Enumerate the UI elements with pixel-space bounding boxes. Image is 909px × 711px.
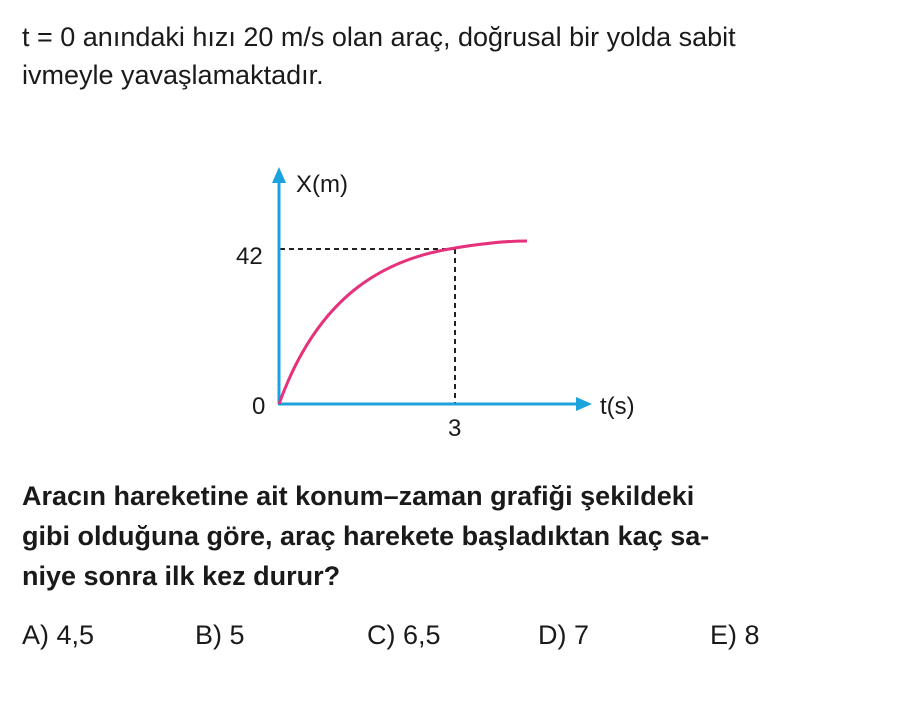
question-line-2: gibi olduğuna göre, araç harekete başladıktan kaç sa- [22, 521, 710, 551]
intro-line-2: ivmeyle yavaşlamaktadır. [22, 60, 324, 90]
choice-d[interactable]: D) 7 [538, 620, 590, 650]
choice-a[interactable]: A) 4,5 [22, 620, 95, 650]
question-line-3: niye sonra ilk kez durur? [22, 561, 341, 591]
x-axis-label: t(s) [600, 393, 635, 420]
choice-b[interactable]: B) 5 [195, 620, 245, 650]
answer-choices [0, 620, 909, 664]
question-text [22, 476, 892, 596]
y-tick-label: 42 [236, 243, 263, 270]
origin-label: 0 [252, 393, 266, 420]
y-axis-label: X(m) [296, 171, 348, 198]
question-line-1: Aracın hareketine ait konum–zaman grafiği şekildeki [22, 481, 695, 511]
x-tick-label: 3 [448, 415, 462, 442]
position-curve [279, 241, 527, 404]
intro-line-1: t = 0 anındaki hızı 20 m/s olan araç, doğrusal bir yolda sabit [22, 22, 736, 52]
choice-c[interactable]: C) 6,5 [367, 620, 441, 650]
y-axis-arrow-icon [272, 167, 286, 183]
choice-e[interactable]: E) 8 [710, 620, 760, 650]
x-axis-arrow-icon [576, 397, 592, 411]
